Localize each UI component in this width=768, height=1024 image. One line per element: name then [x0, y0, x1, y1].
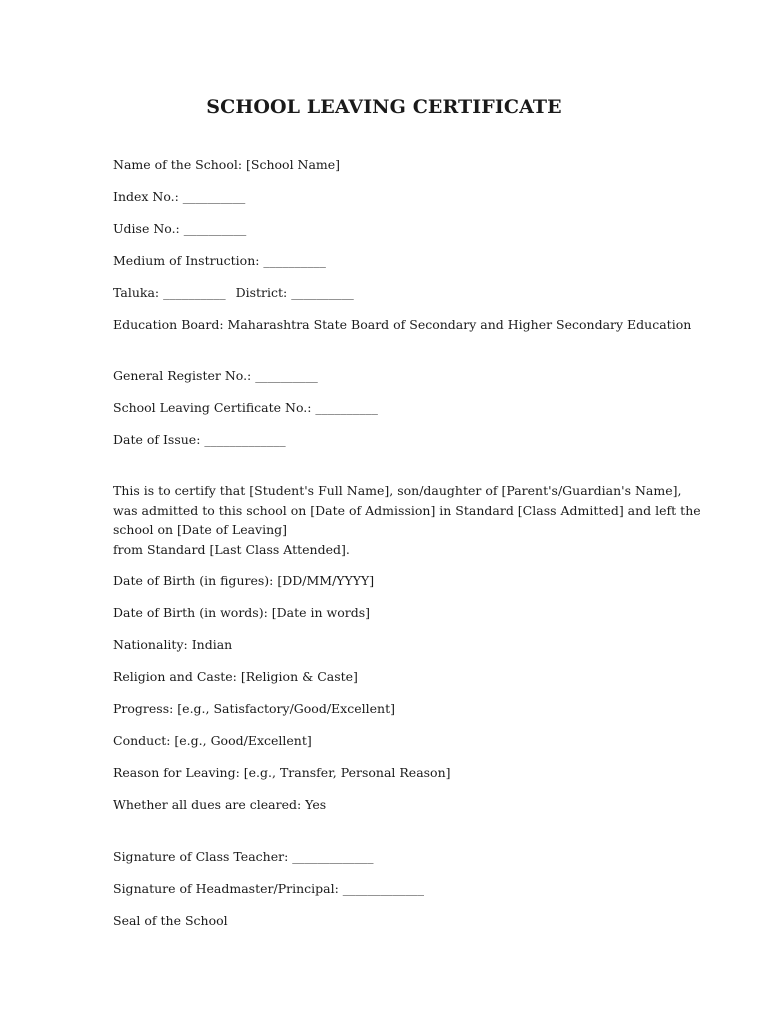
certification-line-1: This is to certify that [Student's Full Name], son/daughter of [Parent's/Guardian's Name], [113, 483, 682, 498]
taluka-district-line [113, 283, 354, 303]
principal-signature-line: Signature of Headmaster/Principal: _____________ [113, 881, 425, 896]
certification-line-3: school on [Date of Leaving] [113, 522, 288, 537]
reason-for-leaving-line: Reason for Leaving: [e.g., Transfer, Personal Reason] [113, 765, 451, 780]
date-of-issue-line: Date of Issue: _____________ [113, 432, 286, 447]
index-no-line: Index No.: __________ [113, 189, 246, 204]
education-board-line: Education Board: Maharashtra State Board of Secondary and Higher Secondary Education [113, 317, 692, 332]
udise-no-line: Udise No.: __________ [113, 221, 247, 236]
school-name-line: Name of the School: [School Name] [113, 157, 341, 172]
slc-no-line: School Leaving Certificate No.: __________ [113, 400, 378, 415]
general-register-no-line: General Register No.: __________ [113, 368, 318, 383]
document-title: SCHOOL LEAVING CERTIFICATE [206, 96, 562, 118]
dues-cleared-line: Whether all dues are cleared: Yes [113, 797, 327, 812]
dob-figures-line: Date of Birth (in figures): [DD/MM/YYYY] [113, 573, 375, 588]
certification-line-4: from Standard [Last Class Attended]. [113, 541, 350, 557]
district-field: District: __________ [235, 285, 354, 300]
progress-line: Progress: [e.g., Satisfactory/Good/Excellent] [113, 701, 395, 716]
taluka-field: Taluka: __________ [113, 285, 226, 300]
religion-caste-line: Religion and Caste: [Religion & Caste] [113, 669, 358, 684]
medium-of-instruction-line: Medium of Instruction: __________ [113, 253, 326, 268]
nationality-line: Nationality: Indian [113, 637, 233, 652]
certification-line-2: was admitted to this school on [Date of Admission] in Standard [Class Admitted] and left the [113, 502, 701, 518]
conduct-line: Conduct: [e.g., Good/Excellent] [113, 733, 312, 748]
dob-words-line: Date of Birth (in words): [Date in words] [113, 605, 371, 620]
school-seal-line: Seal of the School [113, 913, 228, 928]
certification-paragraph [113, 481, 701, 559]
class-teacher-signature-line: Signature of Class Teacher: _____________ [113, 849, 374, 864]
